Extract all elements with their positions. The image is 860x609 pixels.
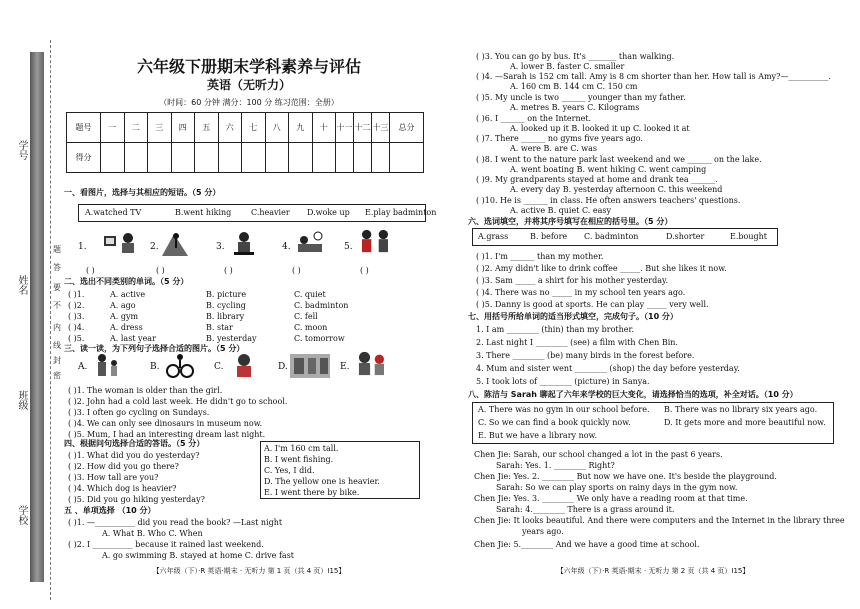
table-header-cell: 六: [218, 113, 242, 143]
question-row[interactable]: ( )1. The woman is older than the girl.: [68, 386, 223, 395]
name-label: 姓名: [16, 275, 27, 295]
binding-margin: [0, 0, 62, 609]
seal-char: 密: [53, 371, 61, 380]
option-b: B. star: [206, 323, 233, 332]
choice-row: A. looked up it B. looked it up C. looked it at: [510, 124, 690, 133]
seal-char: 封: [53, 356, 61, 365]
question-row[interactable]: ( )5. Did you go hiking yesterday?: [68, 495, 205, 504]
dialog-line[interactable]: Sarah: Yes. 1. ________ Right?: [496, 461, 615, 470]
score-cell[interactable]: [372, 143, 390, 173]
weighing-picture: [230, 230, 258, 256]
picture-number: 1.: [78, 242, 87, 252]
option-a: A. ago: [110, 301, 136, 310]
section-8-heading: 八、陈洁与 Sarah 聊起了六年来学校的巨大变化，请选择恰当的选项，补全对话。（10 分）: [468, 390, 798, 399]
picture-number: 5.: [344, 242, 353, 252]
table-header-cell: 四: [171, 113, 195, 143]
section-5-heading: 五 、单项选择 （10 分）: [64, 506, 156, 515]
table-header-cell: 十一: [336, 113, 354, 143]
museum-picture: [290, 352, 330, 378]
picture-letter: B.: [150, 362, 160, 372]
score-cell[interactable]: [218, 143, 242, 173]
score-cell[interactable]: [101, 143, 125, 173]
section-7-heading: 七、用括号所给单词的适当形式填空，完成句子。（10 分）: [468, 312, 678, 321]
table-header-cell: 总分: [390, 113, 424, 143]
answer-blank[interactable]: ( ): [86, 266, 95, 275]
option-a: A. active: [110, 290, 146, 299]
question-row[interactable]: ( )2. I __________ because it rained last weekend.: [68, 540, 264, 549]
option-c: C. badminton: [294, 301, 349, 310]
picture-number: 4.: [282, 242, 291, 252]
question-row[interactable]: ( )7. There ______ no gyms five years ago.: [476, 134, 643, 143]
word-option: B. before: [530, 232, 568, 241]
table-header-cell: 七: [242, 113, 266, 143]
question-number[interactable]: ( )5.: [68, 334, 85, 343]
option-c: C. moon: [294, 323, 328, 332]
question-number[interactable]: ( )1.: [68, 290, 85, 299]
question-row[interactable]: ( )1. —__________ did you read the book? —Last night: [68, 518, 283, 527]
answer-option: D. The yellow one is heavier.: [264, 477, 380, 486]
dialog-line[interactable]: Chen Jie: 5.________ And we have a good time at school.: [474, 540, 700, 549]
question-row[interactable]: ( )3. I often go cycling on Sundays.: [68, 408, 210, 417]
watching-tv-picture: [102, 230, 138, 256]
choice-row: A. metres B. years C. Kilograms: [510, 103, 640, 112]
score-cell[interactable]: [336, 143, 354, 173]
option-a: A. gym: [110, 312, 139, 321]
dialog-line: Sarah: So we can play sports on rainy days in the gym now.: [496, 483, 738, 492]
cut-line: [50, 40, 51, 600]
answer-blank[interactable]: ( ): [156, 266, 165, 275]
seal-char: 要: [53, 283, 61, 292]
table-header-cell: 八: [265, 113, 289, 143]
question-row[interactable]: ( )9. My grandparents stayed at home and drank tea ______.: [476, 175, 718, 184]
dream-picture: [354, 350, 388, 376]
dialog-line: Chen Jie: Sarah, our school changed a lot in the past 6 years.: [474, 450, 723, 459]
option-c: C. fell: [294, 312, 318, 321]
option-text: C.heavier: [251, 208, 290, 217]
option-b: B. cycling: [206, 301, 246, 310]
picture-letter: D.: [278, 362, 288, 372]
option-text: B.went hiking: [175, 208, 232, 217]
picture-number: 2.: [150, 242, 159, 252]
word-option: E.bought: [730, 232, 767, 241]
choice-row: A. go swimming B. stayed at home C. drive fast: [102, 551, 295, 560]
score-cell[interactable]: [354, 143, 372, 173]
question-row[interactable]: ( )3. How tall are you?: [68, 473, 159, 482]
score-cell[interactable]: [312, 143, 336, 173]
fill-row[interactable]: 2. Last night I ________ (see) a film with Chen Bin.: [476, 338, 678, 347]
option-b: B. library: [206, 312, 245, 321]
fill-row[interactable]: 1. I am ________ (thin) than my brother.: [476, 325, 635, 334]
question-row[interactable]: ( )1. What did you do yesterday?: [68, 451, 200, 460]
choice-row: A. went boating B. went hiking C. went camping: [510, 165, 707, 174]
table-header-cell: 五: [195, 113, 219, 143]
choice-row: A. lower B. faster C. smaller: [510, 62, 625, 71]
question-row[interactable]: ( )2. How did you go there?: [68, 462, 179, 471]
exam-title: 六年级下册期末学科素养与评估: [136, 57, 361, 76]
question-row[interactable]: ( )3. Sam _____ a shirt for his mother yesterday.: [476, 276, 668, 285]
student-id-label: 学号: [16, 140, 27, 160]
question-row[interactable]: ( )3. You can go by bus. It's _______ than walking.: [476, 52, 675, 61]
score-cell[interactable]: [390, 143, 424, 173]
answer-option: B. I went fishing.: [264, 455, 334, 464]
answer-option: E. I went there by bike.: [264, 488, 360, 497]
section-2-heading: 二、选出不同类别的单词。（5 分）: [64, 277, 189, 286]
page-footer: 【六年级（下）·R 英语·期末 · 无听力 第 1 页（共 4 页）I15】: [152, 567, 346, 575]
word-option: A.grass: [478, 232, 509, 241]
sick-boy-picture: [230, 352, 258, 378]
picture-number: 3.: [216, 242, 225, 252]
choice-row: A. 160 cm B. 144 cm C. 150 cm: [510, 82, 638, 91]
seal-char: 答: [53, 263, 61, 272]
question-row[interactable]: ( )10. He is ______ in class. He often answers teachers' questions.: [476, 196, 741, 205]
table-header-cell: 九: [289, 113, 313, 143]
seal-char: 题: [53, 245, 61, 254]
option-text: D.woke up: [307, 208, 350, 217]
score-cell[interactable]: [195, 143, 219, 173]
option-b: B. picture: [206, 290, 247, 299]
section-6-heading: 六、选词填空，并将其序号填写在相应的括号里。（5 分）: [468, 217, 673, 226]
option-c: C. quiet: [294, 290, 326, 299]
page-footer: 【六年级（下）·R 英语·期末 · 无听力 第 2 页（共 4 页）I15】: [556, 567, 750, 575]
score-cell[interactable]: [265, 143, 289, 173]
answer-blank[interactable]: ( ): [224, 266, 233, 275]
question-number[interactable]: ( )2.: [68, 301, 85, 310]
seal-char: 不: [53, 301, 61, 310]
word-option: C. badminton: [584, 232, 639, 241]
woman-and-girl-picture: [94, 352, 122, 378]
table-header-cell: 十三: [372, 113, 390, 143]
dialog-line[interactable]: Sarah: 4.________ There is a grass around it.: [496, 505, 675, 514]
dialog-line: years ago.: [522, 527, 564, 536]
seal-char: 线: [53, 341, 61, 350]
hiking-picture: [162, 230, 190, 256]
section-1-heading: 一、看图片，选择与其相应的短语。（5 分）: [64, 188, 221, 197]
picture-letter: C.: [214, 362, 224, 372]
question-row[interactable]: ( )4. Which dog is heavier?: [68, 484, 177, 493]
option-c: C. tomorrow: [294, 334, 345, 343]
question-row[interactable]: ( )5. My uncle is two ______ younger than my father.: [476, 93, 686, 102]
choice-row: A. were B. are C. was: [510, 144, 598, 153]
dialog-line[interactable]: Chen Jie: Yes. 3. ________ We only have a reading room at that time.: [474, 494, 748, 503]
score-cell[interactable]: [171, 143, 195, 173]
seal-char: 内: [53, 323, 61, 332]
option-a: A. last year: [110, 334, 156, 343]
score-label-cell: 得分: [67, 143, 101, 173]
question-row[interactable]: ( )2. Amy didn't like to drink coffee _____. But she likes it now.: [476, 264, 727, 273]
option-a: A. dress: [110, 323, 143, 332]
score-cell[interactable]: [242, 143, 266, 173]
answer-blank[interactable]: ( ): [292, 266, 301, 275]
picture-letter: E.: [340, 362, 350, 372]
question-row[interactable]: ( )8. I went to the nature park last weekend and we ______ on the lake.: [476, 155, 762, 164]
question-number[interactable]: ( )3.: [68, 312, 85, 321]
choice-row: A. every day B. yesterday afternoon C. this weekend: [510, 185, 723, 194]
word-option: D.shorter: [666, 232, 705, 241]
cycling-picture: [166, 352, 194, 378]
answer-option: C. Yes, I did.: [264, 466, 315, 475]
score-cell[interactable]: [148, 143, 172, 173]
option-text: E.play badminton: [365, 208, 437, 217]
class-label: 班级: [16, 390, 27, 410]
score-table: [66, 112, 424, 173]
answer-option: A. I'm 160 cm tall.: [264, 444, 339, 453]
table-header-cell: 一: [101, 113, 125, 143]
fill-row[interactable]: 4. Mum and sister went ________ (shop) the day before yesterday.: [476, 364, 740, 373]
question-row[interactable]: ( )5. Danny is good at sports. He can play _____ very well.: [476, 300, 709, 309]
dialog-option: E. But we have a library now.: [478, 431, 597, 440]
question-row[interactable]: ( )1. I'm ______ than my mother.: [476, 252, 604, 261]
score-cell[interactable]: [289, 143, 313, 173]
table-header-cell: 题号: [67, 113, 101, 143]
fill-row[interactable]: 5. I took lots of ________ (picture) in Sanya.: [476, 377, 650, 386]
binding-strip: [30, 52, 44, 582]
table-header-cell: 十二: [354, 113, 372, 143]
table-header-cell: 三: [148, 113, 172, 143]
section-3-heading: 三、读一读，为下列句子选择合适的图片。（5 分）: [64, 344, 245, 353]
school-label: 学校: [16, 505, 27, 525]
dialog-option: B. There was no library six years ago.: [664, 405, 818, 414]
answer-blank[interactable]: ( ): [360, 266, 369, 275]
badminton-picture: [358, 228, 392, 254]
score-cell[interactable]: [124, 143, 148, 173]
question-row[interactable]: ( )4. We can only see dinosaurs in museum now.: [68, 419, 263, 428]
choice-row: A. active B. quiet C. easy: [510, 206, 612, 215]
woke-up-picture: [296, 230, 324, 256]
table-header-cell: 十: [312, 113, 336, 143]
fill-row[interactable]: 3. There ________ (be) many birds in the forest before.: [476, 351, 695, 360]
option-b: B. yesterday: [206, 334, 257, 343]
dialog-option: A. There was no gym in our school before.: [478, 405, 650, 414]
question-row[interactable]: ( )4. —Sarah is 152 cm tall. Amy is 8 cm shorter than her. How tall is Amy?—__________.: [476, 72, 831, 81]
section-4-heading: 四、根据问句选择合适的答语。（5 分）: [64, 439, 205, 448]
dialog-line: Chen Jie: It looks beautiful. And there were computers and the Internet in the library three: [474, 516, 845, 525]
question-number[interactable]: ( )4.: [68, 323, 85, 332]
section-1-option-box: [78, 204, 437, 222]
exam-subtitle: 英语（无听力）: [206, 78, 291, 92]
question-row[interactable]: ( )2. John had a cold last week. He didn't go to school.: [68, 397, 288, 406]
exam-info: （时间：60 分钟 满分：100 分 练习范围：全册）: [159, 98, 339, 107]
question-row[interactable]: ( )4. There was no _____ in my school ten years ago.: [476, 288, 686, 297]
dialog-option: D. It gets more and more beautiful now.: [664, 418, 826, 427]
table-header-cell: 二: [124, 113, 148, 143]
choice-row: A. What B. Who C. When: [102, 529, 203, 538]
question-row[interactable]: ( )5. Mum, I had an interesting dream last night.: [68, 430, 266, 439]
question-row[interactable]: ( )6. I ______ on the Internet.: [476, 114, 592, 123]
option-text: A.watched TV: [85, 208, 142, 217]
picture-letter: A.: [78, 362, 88, 372]
dialog-line[interactable]: Chen Jie: Yes. 2. ________ But now we have one. It's beside the playground.: [474, 472, 777, 481]
dialog-option: C. So we can find a book quickly now.: [478, 418, 631, 427]
